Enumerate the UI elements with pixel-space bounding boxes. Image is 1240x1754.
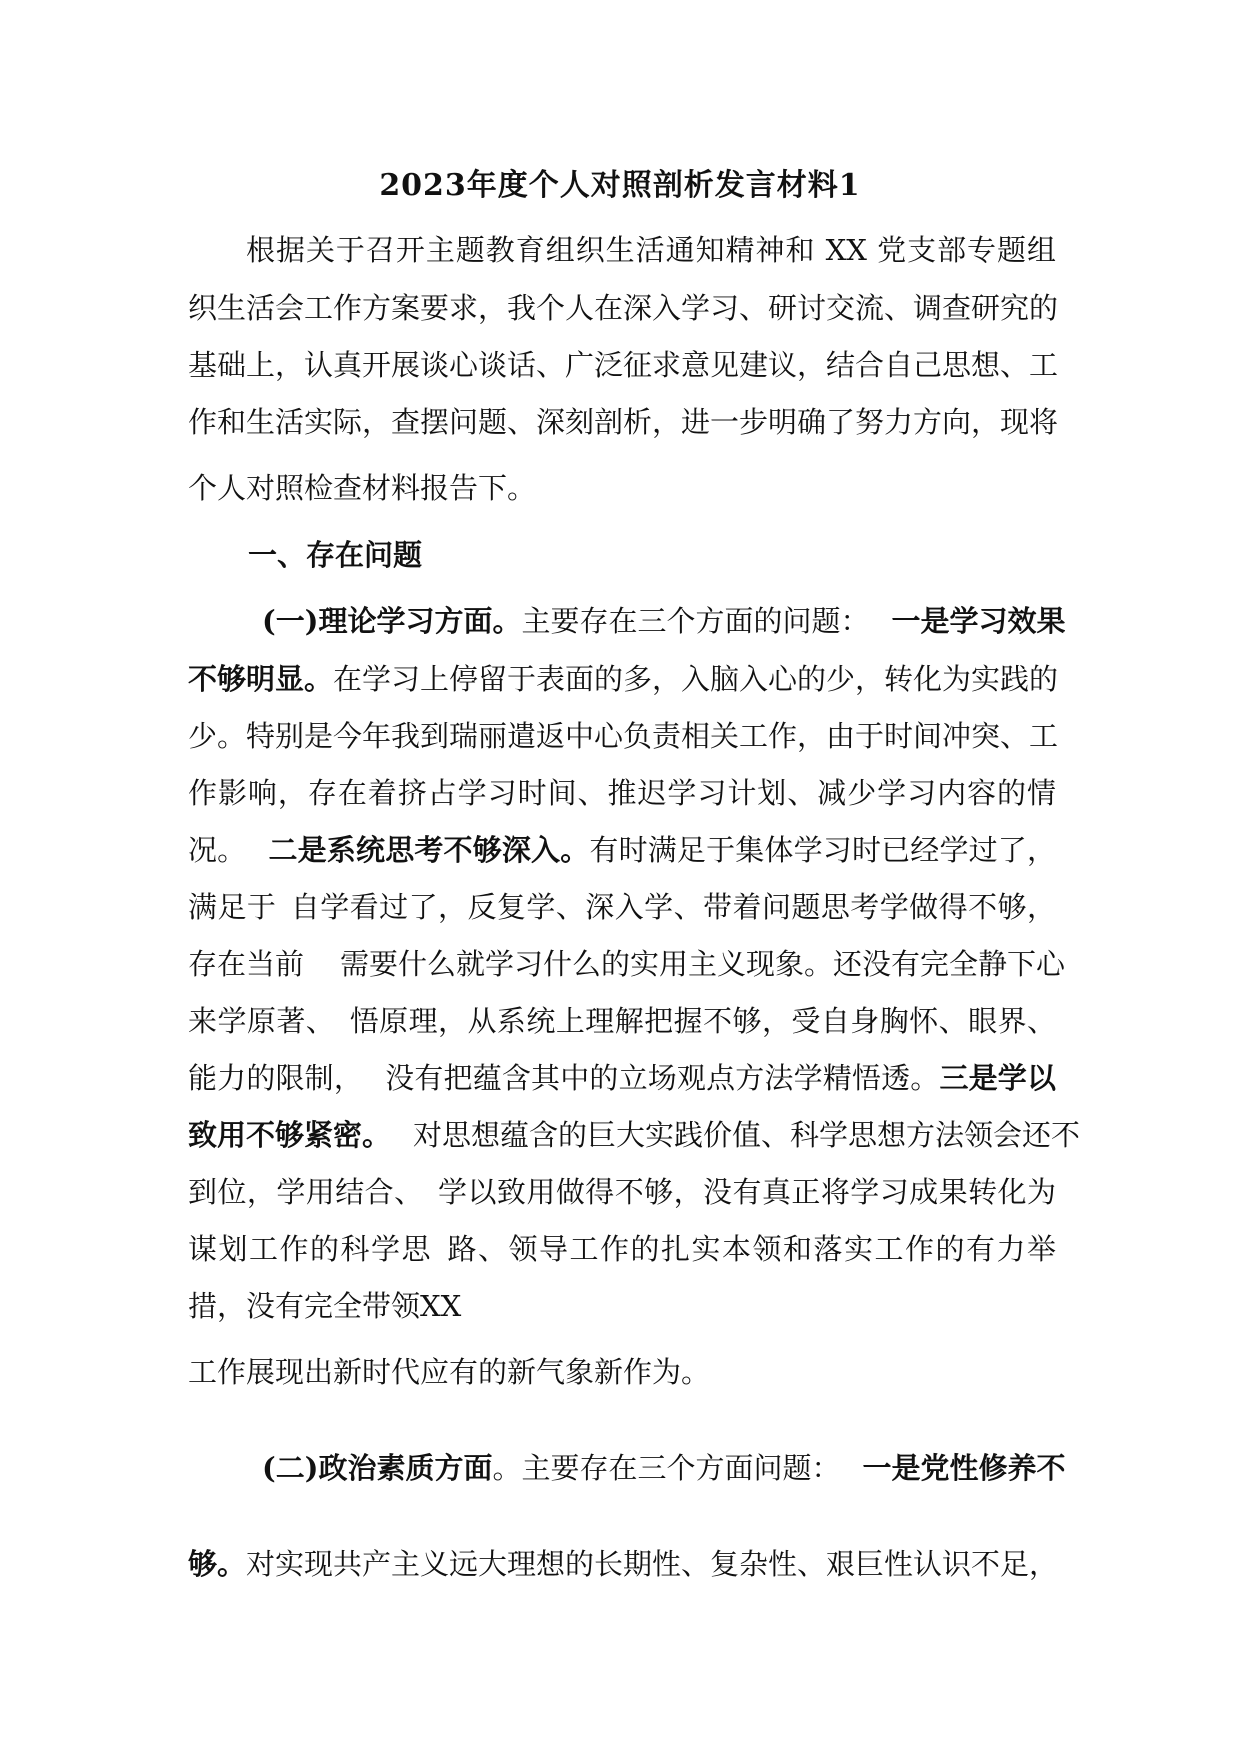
section1-line-6 [188,889,1056,925]
section1-line-14: 工作展现出新时代应有的新气象新作为。 [188,1355,711,1389]
section1-line-1 [262,603,1066,639]
section1-line-10 [188,1117,1081,1153]
section1-line-12-b: 路、领导工作的扎实本领和落实工作的有力举 [446,1232,1056,1266]
section1-point-1-start: 一是学习效果 [891,604,1066,638]
section2-line-1 [262,1450,1066,1486]
section1-line-12-a: 谋划工作的科学思 [188,1232,432,1266]
section1-line-9-a: 能力的限制， [188,1061,364,1095]
section1-line-7-b: 需要什么就学习什么的实用主义现象。还没有完全静下心 [340,947,1066,981]
document-title: 2023年度个人对照剖析发言材料1 [379,168,861,203]
section1-line-2-text: 在学习上停留于表面的多，入脑入心的少，转化为实践的 [333,662,1059,696]
intro-line-4: 作和生活实际，查摆问题、深刻剖析，进一步明确了努力方向，现将 [188,405,1059,439]
section1-line-12 [188,1231,1056,1267]
section1-line-2 [188,661,1059,697]
section1-point-3-start: 三是学以 [939,1061,1056,1095]
section-heading-problems: 一、存在问题 [248,538,423,572]
section1-point-3-end: 致用不够紧密。 [188,1118,392,1152]
section1-line-3: 少。特别是今年我到瑞丽遣返中心负责相关工作，由于时间冲突、工 [188,719,1059,753]
section1-line-9-b: 没有把蕴含其中的立场观点方法学精悟透。 [385,1061,940,1095]
section2-heading: (二)政治素质方面 [262,1451,493,1485]
section1-line-5-text: 况。 [188,833,247,867]
section1-line-11 [188,1174,1056,1210]
section1-line-8 [188,1003,1056,1039]
section1-line-1-text: 主要存在三个方面的问题： [521,604,870,638]
section1-line-11-b: 学以致用做得不够，没有真正将学习成果转化为 [437,1175,1056,1209]
section1-line-7-a: 存在当前 [188,947,305,981]
section1-line-6-a: 满足于 [188,890,277,924]
section1-line-7 [188,946,1066,982]
section1-line-8-a: 来学原著、 [188,1004,336,1038]
section1-line-13: 措，没有完全带领XX [188,1289,462,1323]
section1-point-2: 二是系统思考不够深入。 [268,833,590,867]
section2-point-1-start: 一是党性修养不 [862,1451,1066,1485]
section1-point-1-end: 不够明显。 [188,662,334,696]
section1-line-11-a: 到位，学用结合、 [188,1175,424,1209]
intro-line-5: 个人对照检查材料报告下。 [188,471,537,505]
intro-line-3: 基础上，认真开展谈心谈话、广泛征求意见建议，结合自己思想、工 [188,348,1059,382]
section2-line-1-text: 。主要存在三个方面问题： [492,1451,841,1485]
intro-line-1: 根据关于召开主题教育组织生活通知精神和 XX 党支部专题组 [246,233,1056,267]
section1-line-5 [188,832,1056,868]
section1-heading: (一)理论学习方面。 [262,604,522,638]
section1-line-5-text2: 有时满足于集体学习时已经学过了， [589,833,1056,867]
section1-line-10-text: 对思想蕴含的巨大实践价值、科学思想方法领会还不 [413,1118,1081,1152]
intro-line-2: 织生活会工作方案要求，我个人在深入学习、研讨交流、调查研究的 [188,291,1059,325]
section2-line-2-text: 对实现共产主义远大理想的长期性、复杂性、艰巨性认识不足， [246,1547,1059,1581]
section1-line-9 [188,1060,1056,1096]
section1-line-4: 作影响，存在着挤占学习时间、推迟学习计划、减少学习内容的情 [188,776,1056,810]
section2-line-2 [188,1546,1059,1582]
section1-line-8-b: 悟原理，从系统上理解把握不够，受自身胸怀、眼界、 [349,1004,1056,1038]
section2-point-1-end: 够。 [188,1547,247,1581]
section1-line-6-b: 自学看过了，反复学、深入学、带着问题思考学做得不够， [290,890,1056,924]
